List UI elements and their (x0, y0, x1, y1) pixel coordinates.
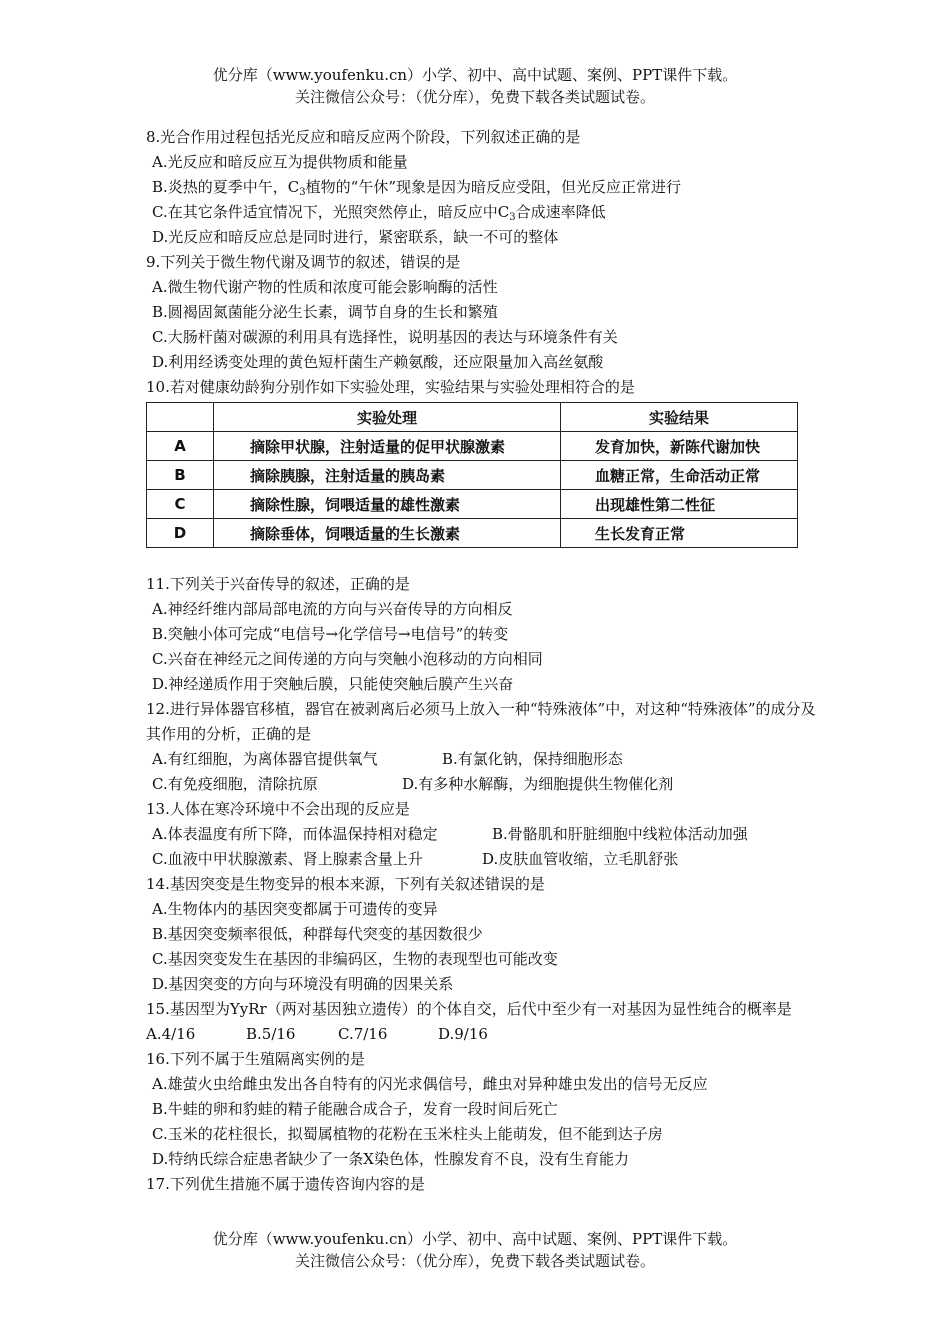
option-b: B.牛蛙的卵和豹蛙的精子能融合成合子，发育一段时间后死亡 (152, 1100, 558, 1118)
option-row (146, 747, 816, 772)
row-key: B (147, 461, 214, 490)
question-stem: 16.下列不属于生殖隔离实例的是 (146, 1050, 365, 1068)
subscript: 3 (299, 187, 306, 198)
question-stem: 11.下列关于兴奋传导的叙述，正确的是 (146, 575, 410, 593)
row-key: C (147, 490, 214, 519)
table-row (147, 519, 798, 548)
question-11 (146, 572, 816, 697)
option-a: A.体表温度有所下降，而体温保持相对稳定 (152, 825, 438, 843)
question-stem: 12.进行异体器官移植，器官在被剥离后必须马上放入一种“特殊液体”中，对这种“特殊液体”的成分及其作用的分析，正确的是 (146, 700, 816, 743)
experiment-table (146, 402, 798, 548)
option-b: B.基因突变频率很低，种群每代突变的基因数很少 (152, 925, 483, 943)
option-d: D.神经递质作用于突触后膜，只能使突触后膜产生兴奋 (152, 675, 514, 693)
option-a: A.4/16 (146, 1025, 196, 1043)
option-d: D.特纳氏综合症患者缺少了一条X染色体，性腺发育不良，没有生育能力 (152, 1150, 629, 1168)
option-a: A.微生物代谢产物的性质和浓度可能会影响酶的活性 (152, 278, 498, 296)
page-footer (0, 1228, 950, 1272)
question-14 (146, 872, 816, 997)
table-row (147, 432, 798, 461)
question-13 (146, 797, 816, 872)
subscript: 3 (509, 212, 516, 223)
option-d: D.有多种水解酶，为细胞提供生物催化剂 (402, 775, 674, 793)
option-row (146, 772, 816, 797)
row-result: 出现雄性第二性征 (561, 490, 798, 519)
option-c: C.基因突变发生在基因的非编码区，生物的表现型也可能改变 (152, 950, 558, 968)
table-header-cell: 实验结果 (561, 403, 798, 432)
option-text: 植物的“午休”现象是因为暗反应受阻，但光反应正常进行 (305, 178, 681, 196)
option-b: B.圆褐固氮菌能分泌生长素，调节自身的生长和繁殖 (152, 303, 498, 321)
row-result: 血糖正常，生命活动正常 (561, 461, 798, 490)
row-result: 发育加快，新陈代谢加快 (561, 432, 798, 461)
option-d: D.光反应和暗反应总是同时进行，紧密联系，缺一不可的整体 (152, 228, 559, 246)
table-row (147, 490, 798, 519)
option-row (146, 1022, 816, 1047)
header-line-1: 优分库（www.youfenku.cn）小学、初中、高中试题、案例、PPT课件下载。 (212, 66, 738, 84)
question-12 (146, 697, 816, 797)
option-a: A.神经纤维内部局部电流的方向与兴奋传导的方向相反 (152, 600, 513, 618)
row-result: 生长发育正常 (561, 519, 798, 548)
option-text: 合成速率降低 (515, 203, 606, 221)
question-stem: 8.光合作用过程包括光反应和暗反应两个阶段，下列叙述正确的是 (146, 128, 581, 146)
option-c: C.大肠杆菌对碳源的利用具有选择性，说明基因的表达与环境条件有关 (152, 328, 618, 346)
row-key: D (147, 519, 214, 548)
question-stem: 10.若对健康幼龄狗分别作如下实验处理，实验结果与实验处理相符合的是 (146, 378, 635, 396)
option-d: D.利用经诱变处理的黄色短杆菌生产赖氨酸，还应限量加入高丝氨酸 (152, 353, 604, 371)
option-c: C.7/16 (338, 1025, 388, 1043)
option-b: B.骨骼肌和肝脏细胞中线粒体活动加强 (492, 825, 748, 843)
option-b (146, 175, 816, 200)
question-stem: 13.人体在寒冷环境中不会出现的反应是 (146, 800, 410, 818)
option-row (146, 847, 816, 872)
option-c: C.有免疫细胞，清除抗原 (152, 775, 318, 793)
page-header (0, 64, 950, 108)
option-b: B.有氯化钠，保持细胞形态 (442, 750, 623, 768)
option-b: B.5/16 (246, 1025, 296, 1043)
row-process: 摘除甲状腺，注射适量的促甲状腺激素 (214, 432, 561, 461)
question-15 (146, 997, 816, 1047)
question-17 (146, 1172, 816, 1197)
table-header-cell (147, 403, 214, 432)
question-16 (146, 1047, 816, 1172)
exam-content (146, 125, 816, 1197)
option-text: C.在其它条件适宜情况下，光照突然停止，暗反应中C (152, 203, 510, 221)
row-process: 摘除垂体，饲喂适量的生长激素 (214, 519, 561, 548)
row-process: 摘除性腺，饲喂适量的雄性激素 (214, 490, 561, 519)
footer-line-2: 关注微信公众号：（优分库），免费下载各类试题试卷。 (294, 1252, 655, 1270)
question-9 (146, 250, 816, 375)
question-8 (146, 125, 816, 250)
question-stem: 15.基因型为YyRr（两对基因独立遗传）的个体自交，后代中至少有一对基因为显性纯合的概率是 (146, 1000, 792, 1018)
option-c: C.兴奋在神经元之间传递的方向与突触小泡移动的方向相同 (152, 650, 543, 668)
table-row (147, 461, 798, 490)
question-stem: 9.下列关于微生物代谢及调节的叙述，错误的是 (146, 253, 461, 271)
option-a: A.有红细胞，为离体器官提供氧气 (152, 750, 378, 768)
question-10 (146, 375, 816, 548)
option-d: D.基因突变的方向与环境没有明确的因果关系 (152, 975, 454, 993)
header-line-2: 关注微信公众号：（优分库），免费下载各类试题试卷。 (294, 88, 655, 106)
option-b: B.突触小体可完成“电信号→化学信号→电信号”的转变 (152, 625, 509, 643)
option-d: D.9/16 (438, 1025, 488, 1043)
option-text: B.炎热的夏季中午，C (152, 178, 300, 196)
question-stem: 14.基因突变是生物变异的根本来源，下列有关叙述错误的是 (146, 875, 545, 893)
row-process: 摘除胰腺，注射适量的胰岛素 (214, 461, 561, 490)
option-a: A.雄萤火虫给雌虫发出各自特有的闪光求偶信号，雌虫对异种雄虫发出的信号无反应 (152, 1075, 708, 1093)
option-c: C.血液中甲状腺激素、肾上腺素含量上升 (152, 850, 423, 868)
option-c: C.玉米的花柱很长，拟蜀属植物的花粉在玉米柱头上能萌发，但不能到达子房 (152, 1125, 663, 1143)
option-a: A.生物体内的基因突变都属于可遗传的变异 (152, 900, 438, 918)
option-d: D.皮肤血管收缩，立毛肌舒张 (482, 850, 679, 868)
option-c (146, 200, 816, 225)
option-a: A.光反应和暗反应互为提供物质和能量 (152, 153, 408, 171)
table-header-row (147, 403, 798, 432)
question-stem: 17.下列优生措施不属于遗传咨询内容的是 (146, 1175, 425, 1193)
table-header-cell: 实验处理 (214, 403, 561, 432)
row-key: A (147, 432, 214, 461)
footer-line-1: 优分库（www.youfenku.cn）小学、初中、高中试题、案例、PPT课件下载。 (212, 1230, 738, 1248)
option-row (146, 822, 816, 847)
